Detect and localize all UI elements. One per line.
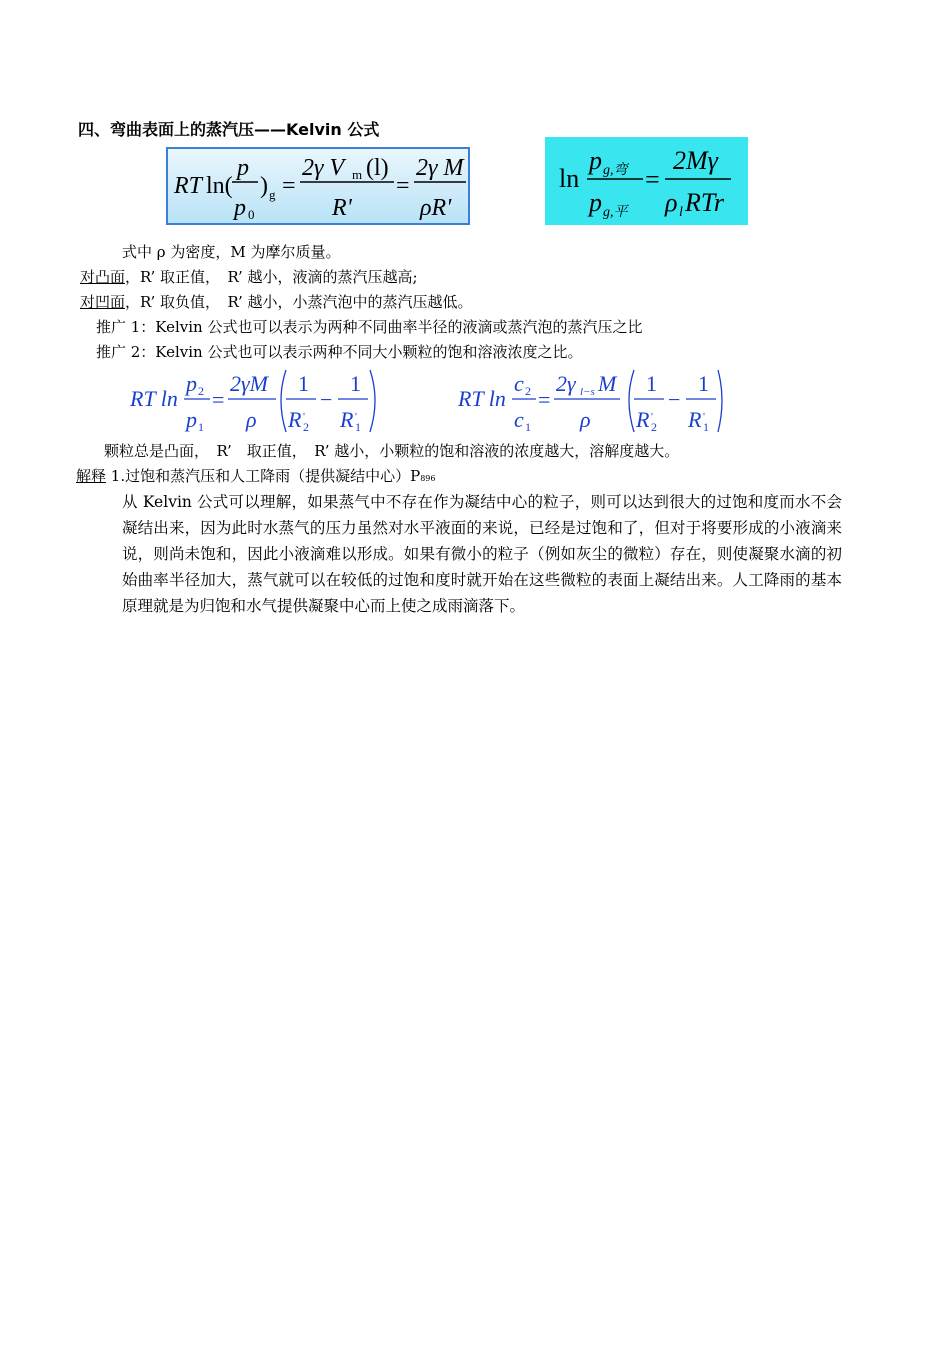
formula2-rhs-tail: RTr (685, 188, 725, 217)
kelvin-ratio-formula-box (545, 137, 748, 225)
kelvin-ratio-formula (545, 137, 748, 225)
formula3-one-b: 1 (350, 371, 361, 396)
formula4-one-b: 1 (698, 371, 709, 396)
kelvin-formula-box (166, 147, 470, 225)
formula3-r2-prime: ' (303, 411, 305, 423)
page-ref-sub: 896 (420, 474, 436, 483)
formula4-den: c (514, 407, 524, 432)
formula3-eq: = (212, 387, 225, 412)
explanation-title: 1.过饱和蒸汽压和人工降雨（提供凝结中心）P (106, 467, 421, 485)
formula1-den3: ρR' (420, 195, 452, 221)
convex-text: ，R’ 取正值， R’ 越小，液滴的蒸汽压越高; (125, 268, 418, 286)
formula2-rhs-sub: l (679, 205, 683, 220)
formula4-num-sub: 2 (525, 384, 531, 398)
formula1-ln: ln( (206, 173, 233, 199)
formula2-ln: ln (559, 164, 580, 193)
formula3-num-sub: 2 (198, 384, 204, 398)
formula1-eq1: = (282, 173, 296, 199)
formula2-num: p (589, 146, 602, 175)
formula4-right-paren (718, 370, 722, 432)
formula3-lhs: RT ln (130, 386, 178, 411)
formula1-eq2: = (396, 173, 410, 199)
formula2-rhs-num: 2Mγ (673, 146, 718, 175)
concave-label: 对凹面 (80, 293, 126, 311)
formula3-r2: R (288, 407, 302, 432)
formula1-sub-g: g (269, 187, 276, 202)
formula2-eq: = (645, 165, 660, 194)
formula1-close: ) (260, 173, 268, 199)
formula3-left-paren (281, 370, 286, 432)
formula4-coef-sub: l−s (580, 386, 595, 398)
particle-line: 颗粒总是凸面， R’ 取正值， R’ 越小，小颗粒的饱和溶液的浓度越大，溶解度越大。 (104, 442, 680, 460)
formula2-den: p (589, 188, 602, 217)
explanation-line (76, 465, 435, 486)
formula3-r1-sub: 1 (355, 420, 361, 434)
formula3-num: p (186, 371, 197, 396)
concave-text: ，R’ 取负值， R’ 越小，小蒸汽泡中的蒸汽压越低。 (125, 293, 473, 311)
formula2-rhs-rho: ρ (665, 188, 678, 217)
explanation-paragraph: 从 Kelvin 公式可以理解，如果蒸气中不存在作为凝结中心的粒子，则可以达到很大的过饱和度而水不会凝结出来，因为此时水蒸气的压力虽然对水平液面的来说，已经是过饱和了，但对于将要形成的小液滴来说，则尚未饱和，因此小液滴难以形成。如果有微小的粒子（例如灰尘的微粒）存在，则使凝聚水滴的初始曲率半径加大，蒸气就可以在较低的过饱和度时就开始在这些微粒的表面上凝结出来。人工降雨的基本原理就是为归饱和水气提供凝聚中心而上使之成雨滴落下。 (122, 493, 842, 615)
kelvin-droplet-ratio-formula (128, 364, 388, 436)
formula4-r2-sub: 2 (651, 420, 657, 434)
formula3-right-paren (370, 370, 375, 432)
section-heading: 四、弯曲表面上的蒸汽压——Kelvin 公式 (78, 120, 380, 139)
formula4-coef-num: 2γ (556, 371, 576, 396)
formula4-r1-prime: ' (703, 411, 705, 423)
formula3-minus: − (320, 387, 333, 412)
formula4-den-sub: 1 (525, 420, 531, 434)
generalization-1: 推广 1：Kelvin 公式也可以表示为两种不同曲率半径的液滴或蒸汽泡的蒸汽压之比 (96, 318, 643, 336)
formula3-coef-den: ρ (246, 407, 257, 432)
kelvin-solubility-formula (456, 364, 726, 436)
formula4-left-paren (629, 370, 634, 432)
definition-line: 式中 ρ 为密度，M 为摩尔质量。 (122, 243, 341, 261)
formula2-num-sub: g,弯 (603, 163, 628, 178)
formula4-r1: R (688, 407, 702, 432)
formula1-den-p: p (234, 195, 246, 221)
formula2-den-sub: g,平 (603, 205, 628, 220)
formula1-den-sub: 0 (248, 207, 255, 222)
formula3-r2-sub: 2 (303, 420, 309, 434)
formula4-coef-den: ρ (580, 407, 591, 432)
formula1-num2: 2γ V (302, 155, 345, 181)
formula1-rt: RT (174, 173, 203, 199)
formula1-num2-tail: (l) (366, 155, 389, 181)
formula3-one-a: 1 (298, 371, 309, 396)
concave-line (80, 291, 473, 312)
kelvin-formula (168, 149, 468, 223)
formula4-eq: = (538, 387, 551, 412)
explanation-label: 解释 (76, 467, 107, 485)
formula1-num-p: p (237, 155, 249, 181)
convex-label: 对凸面 (80, 268, 126, 286)
formula4-r2: R (636, 407, 650, 432)
formula3-r1: R (340, 407, 354, 432)
convex-line (80, 266, 418, 287)
formula1-num2-sub: m (352, 167, 363, 182)
formula4-r1-sub: 1 (703, 420, 709, 434)
formula3-r1-prime: ' (355, 411, 357, 423)
formula3-coef-num: 2γM (230, 371, 268, 396)
formula4-minus: − (668, 387, 681, 412)
generalization-2: 推广 2：Kelvin 公式也可以表示两种不同大小颗粒的饱和溶液浓度之比。 (96, 343, 583, 361)
formula4-one-a: 1 (646, 371, 657, 396)
formula4-r2-prime: ' (651, 411, 653, 423)
formula3-den: p (186, 407, 197, 432)
formula4-num: c (514, 371, 524, 396)
formula4-lhs: RT ln (458, 386, 506, 411)
formula1-num3: 2γ M (416, 155, 464, 181)
formula1-den2: R' (332, 195, 352, 221)
formula3-den-sub: 1 (198, 420, 204, 434)
formula4-coef-tail: M (598, 371, 617, 396)
